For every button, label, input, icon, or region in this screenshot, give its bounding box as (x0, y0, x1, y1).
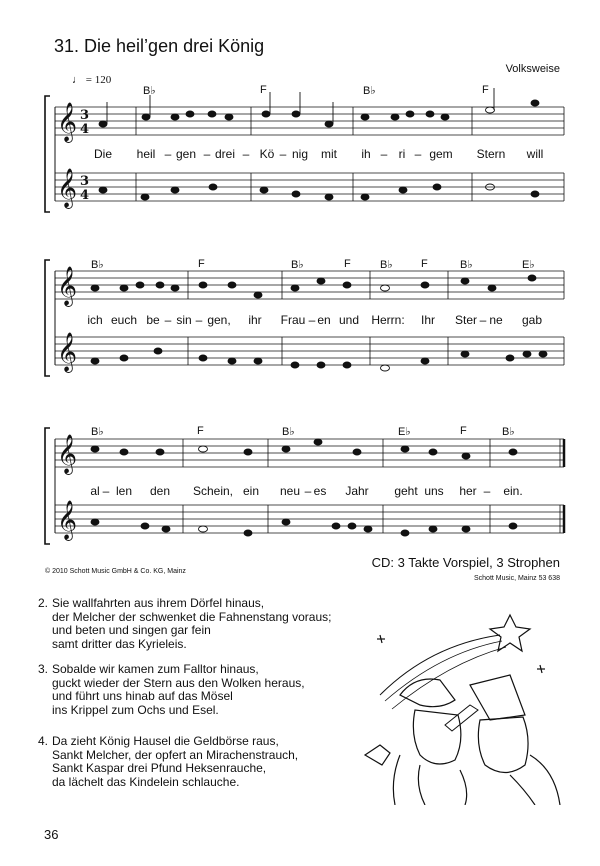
verse-line: samt dritter das Kyrieleis. (52, 636, 187, 651)
chord-symbol: B♭ (91, 259, 104, 271)
lyric-syllable: heil (136, 147, 156, 161)
treble-clef-icon: 𝄞 (57, 102, 78, 142)
lyric-syllable: Ihr (420, 313, 436, 327)
lyric-syllable: sin (176, 313, 192, 327)
verse-4 (38, 734, 299, 789)
verse-number: 2. (38, 596, 49, 610)
lyric-syllable: ihr (248, 313, 262, 327)
chord-symbol: F (197, 425, 204, 437)
lyric-syllable: ri (398, 147, 406, 161)
treble-clef-icon: 𝄞 (57, 434, 78, 474)
song-source: Volksweise (505, 63, 560, 75)
treble-clef-icon: 𝄞 (57, 168, 78, 208)
lyric-syllable: euch (110, 313, 138, 327)
lyric-syllable: Schein, (192, 484, 234, 498)
chord-symbol: B♭ (143, 85, 156, 97)
treble-clef-icon: 𝄞 (57, 500, 78, 540)
svg-text:3: 3 (80, 108, 90, 123)
cd-info: CD: 3 Takte Vorspiel, 3 Strophen (371, 555, 560, 570)
time-signature (80, 108, 89, 203)
verse-line: der Melcher der schwenket die Fahnenstang voraus; (52, 609, 332, 624)
lyric-syllable: Ster (454, 313, 478, 327)
lyric-syllable: Frau (280, 313, 306, 327)
lyric-syllable: geht (394, 484, 418, 498)
chord-symbol: B♭ (363, 85, 376, 97)
publisher-info: Schott Music, Mainz 53 638 (474, 575, 560, 582)
verse-line: Da zieht König Hausel die Geldbörse raus, (52, 734, 279, 748)
lyric-syllable: gen (175, 147, 197, 161)
lyric-syllable: al (90, 484, 100, 498)
verse-line: Sankt Kaspar drei Pfund Heksenrauche, (52, 761, 267, 775)
svg-text:4: 4 (80, 188, 90, 203)
lyric-syllable: nig (291, 147, 309, 161)
chord-symbol: B♭ (380, 259, 393, 271)
svg-text:4: 4 (80, 122, 90, 137)
verse-number: 3. (38, 662, 49, 676)
lyric-syllable: gab (521, 313, 543, 327)
verse-line: Sankt Melcher, der opfert an Mirachenstrauch, (52, 747, 299, 762)
lyric-syllable: ne (489, 313, 503, 327)
tempo-value: = 120 (85, 74, 112, 86)
lyric-syllable: uns (424, 484, 444, 498)
lyric-syllable: be (146, 313, 160, 327)
chord-symbol: F (421, 258, 428, 270)
chord-symbol: F (260, 84, 267, 96)
chord-symbol: F (460, 425, 467, 437)
lyric-syllable: den (149, 484, 171, 498)
lyric-syllable: ein (242, 484, 260, 498)
chord-symbol: B♭ (91, 426, 104, 438)
verse-line: Sie wallfahrten aus ihrem Dörfel hinaus, (52, 596, 265, 610)
lyric-syllable: drei (214, 147, 236, 161)
verse-line: und führt uns hinab auf das Mösel (52, 689, 233, 703)
verse-line: ins Krippel zum Ochs und Esel. (52, 702, 219, 717)
lyric-syllable: her (459, 484, 477, 498)
lyric-syllable: und (338, 313, 360, 327)
three-kings-illustration (360, 605, 565, 805)
svg-text:3: 3 (80, 174, 90, 189)
lyric-syllable: gem (429, 147, 453, 161)
lyric-syllable: gen, (207, 313, 231, 327)
copyright-notice: © 2010 Schott Music GmbH & Co. KG, Mainz (45, 568, 186, 575)
verse-number: 4. (38, 734, 49, 748)
chord-symbol: B♭ (282, 426, 295, 438)
page-number: 36 (44, 827, 59, 842)
chord-symbol: F (482, 84, 489, 96)
lyric-syllable: es (313, 484, 327, 498)
verse-2 (38, 596, 332, 651)
lyric-syllable: will (526, 147, 544, 161)
chord-symbol: B♭ (291, 259, 304, 271)
lyric-syllable: Stern (476, 147, 506, 161)
verse-line: Sobalde wir kamen zum Falltor hinaus, (52, 662, 259, 676)
chord-symbol: E♭ (522, 259, 535, 271)
lyric-syllable: Kö (259, 147, 275, 161)
lyric-syllable: Herrn: (371, 313, 405, 327)
chord-symbol: F (344, 258, 351, 270)
chord-symbol: B♭ (502, 426, 515, 438)
chord-symbol: F (198, 258, 205, 270)
song-title: 31. Die heil’gen drei König (54, 36, 265, 56)
lyric-syllable: ein. (503, 484, 523, 498)
lyric-syllable: mit (321, 147, 337, 161)
lyric-syllable: neu (279, 484, 301, 498)
chord-symbol: B♭ (460, 259, 473, 271)
treble-clef-icon: 𝄞 (57, 332, 78, 372)
lyric-syllable: ih (361, 147, 371, 161)
lyric-syllable: ich (87, 313, 103, 327)
lyric-syllable: Die (93, 147, 113, 161)
lyric-syllable: en (317, 313, 331, 327)
verse-line: da lächelt das Kindelein schlauche. (52, 774, 240, 789)
quarter-note-icon: ♩ (72, 74, 83, 86)
chord-symbol: E♭ (398, 426, 411, 438)
verse-line: guckt wieder der Stern aus den Wolken heraus, (52, 675, 305, 690)
lyric-syllable: len (115, 484, 133, 498)
verse-3 (38, 662, 305, 717)
lyric-syllable: Jahr (345, 484, 369, 498)
verse-line: und beten und singen gar fein (52, 623, 211, 637)
treble-clef-icon: 𝄞 (57, 266, 78, 306)
